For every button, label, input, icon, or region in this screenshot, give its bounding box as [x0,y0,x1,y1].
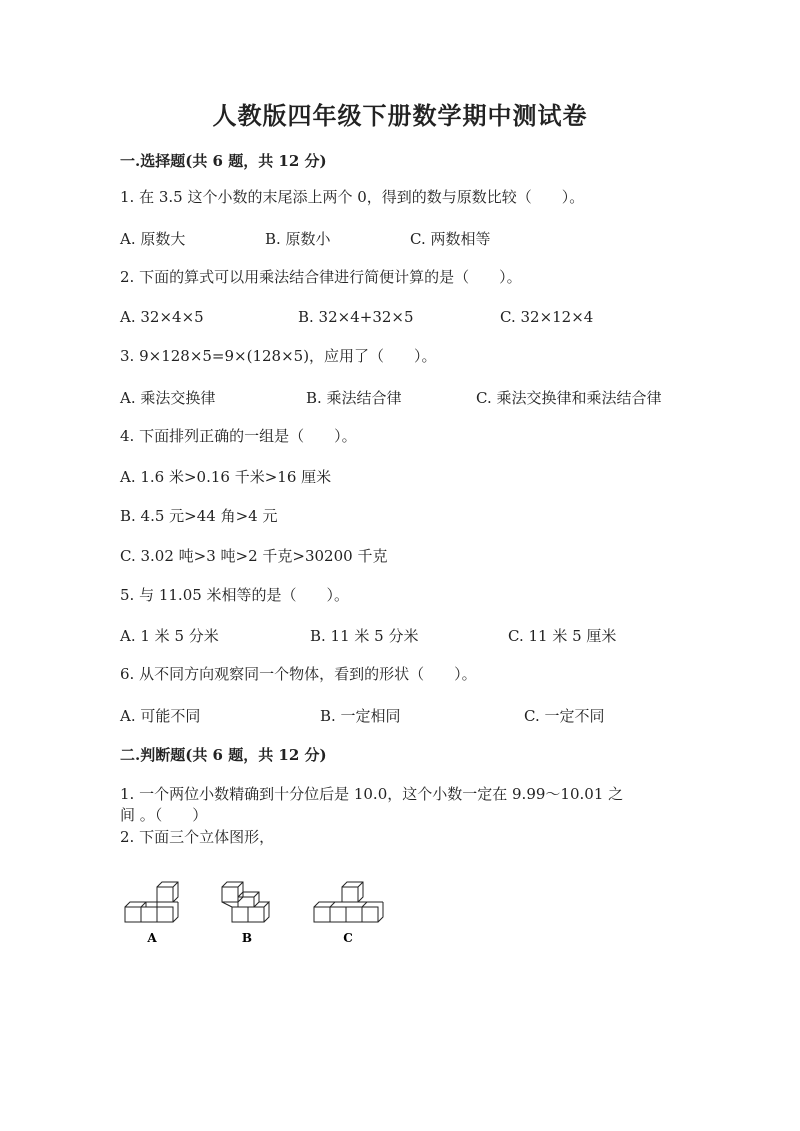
q4-option-c: C. 3.02 吨>3 吨>2 千克>30200 千克 [120,547,388,565]
cube-figure-b [222,882,269,922]
q5-option-a: A. 1 米 5 分米 [120,627,219,645]
cube-figure-c [314,882,383,922]
q5-option-b: B. 11 米 5 分米 [310,627,419,645]
q1-option-b: B. 原数小 [265,230,331,248]
question-6: 6. 从不同方向观察同一个物体，看到的形状（ ）。 [120,665,477,683]
figure-label-c: C [343,931,353,945]
cube-figure-a [125,882,178,922]
q1-option-a: A. 原数大 [120,230,186,248]
question-2: 2. 下面的算式可以用乘法结合律进行简便计算的是（ ）。 [120,268,522,286]
question-1: 1. 在 3.5 这个小数的末尾添上两个 0，得到的数与原数比较（ ）。 [120,188,585,206]
q2-option-a: A. 32×4×5 [120,308,204,326]
q6-option-c: C. 一定不同 [524,707,605,725]
q3-option-b: B. 乘法结合律 [306,389,402,407]
q4-option-b: B. 4.5 元>44 角>4 元 [120,507,278,525]
cube-figures [120,875,390,950]
question-3: 3. 9×128×5=9×(128×5)，应用了（ ）。 [120,347,437,365]
q6-option-a: A. 可能不同 [120,707,201,725]
section-heading-choice: 一.选择题(共 6 题，共 12 分) [120,152,327,170]
q3-option-a: A. 乘法交换律 [120,389,216,407]
figure-label-b: B [241,931,253,945]
page-title: 人教版四年级下册数学期中测试卷 [212,101,588,130]
figure-label-a: A [147,931,157,945]
section-heading-judgement: 二.判断题(共 6 题，共 12 分) [120,746,327,764]
q1-option-c: C. 两数相等 [410,230,491,248]
q6-option-b: B. 一定相同 [320,707,401,725]
question-5: 5. 与 11.05 米相等的是（ ）。 [120,586,350,604]
q2-option-c: C. 32×12×4 [500,308,594,326]
q5-option-c: C. 11 米 5 厘米 [508,627,617,645]
q3-option-c: C. 乘法交换律和乘法结合律 [476,389,662,407]
q2-option-b: B. 32×4+32×5 [298,308,414,326]
judgement-1-line2: 间 。（ ） [120,806,208,824]
judgement-1-line1: 1. 一个两位小数精确到十分位后是 10.0，这个小数一定在 9.99～10.01 之 [120,785,624,803]
question-4: 4. 下面排列正确的一组是（ ）。 [120,427,357,445]
judgement-2: 2. 下面三个立体图形， [120,828,275,846]
q4-option-a: A. 1.6 米>0.16 千米>16 厘米 [120,468,332,486]
